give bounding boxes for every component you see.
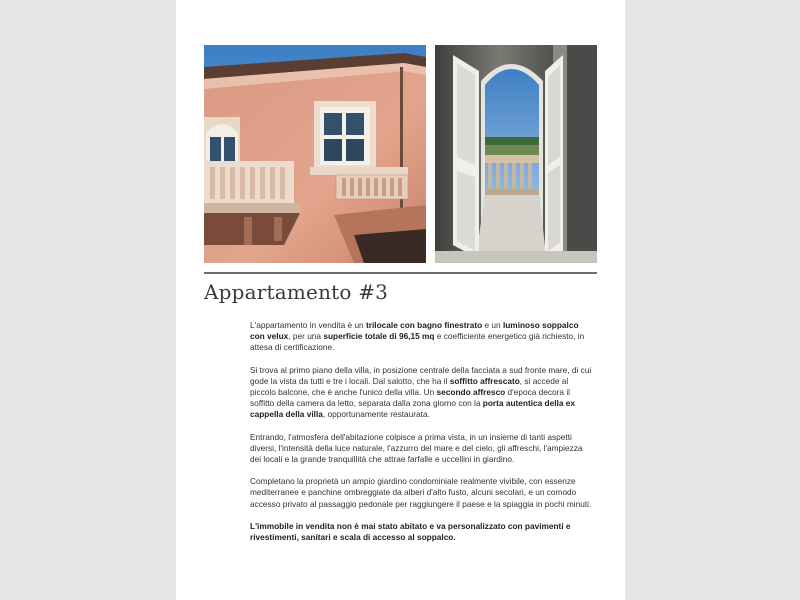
text-run: Si trova al primo piano della villa, in posizione centrale della facciata a sud fronte mare, di cui gode la vista da tutti e tre i locali. Dal salotto, che ha il	[250, 364, 592, 386]
body-paragraph	[250, 432, 595, 466]
text-run: L'appartamento in vendita è un	[250, 320, 366, 330]
body-paragraph	[250, 365, 595, 421]
bold-text-run: porta autentica della ex cappella della villa	[250, 398, 575, 420]
doorway-sea-view-photo	[435, 45, 597, 263]
text-run: , opportunamente restaurata.	[322, 409, 430, 420]
text-run: , per una	[288, 331, 324, 342]
text-run: Entrando, l'atmosfera dell'abitazione colpisce a prima vista, in un insieme di tanti aspetti diversi, l'intensità della luce naturale, l'azzurro del mare e del cielo, gli affreschi, l'ampiezza dei locali e la grande tranquillità che attrae farfalle e uccellini in giardino.	[250, 431, 583, 465]
bold-text-run: superficie totale di 96,15 mq	[323, 331, 435, 342]
body-paragraph	[250, 521, 595, 543]
facade-balcony-photo	[204, 45, 426, 263]
bold-text-run: luminoso soppalco con velux	[250, 320, 579, 342]
text-run: e un	[482, 320, 503, 330]
document-page	[176, 0, 625, 600]
text-run: Completano la proprietà un ampio giardino condominiale realmente vivibile, con essenze mediterranee e panchine ombreggiate da alberi d'alto fusto, alcuni secolari, e un comodo accesso privato al passaggio pedonale per raggiungere il paese e la spiaggia in pochi minuti.	[250, 476, 592, 509]
page-title: Appartamento #3	[204, 280, 389, 304]
description-body	[250, 320, 595, 554]
text-run: , si accede al piccolo balcone, che è anche l'unico della villa. Un	[250, 375, 569, 398]
body-paragraph	[250, 476, 595, 510]
text-run: d'epoca decora il soffitto della camera da letto, separata dalla zona giorno con la	[250, 387, 571, 409]
body-paragraph	[250, 320, 595, 354]
bold-text-run: L'immobile in vendita non è mai stato abitato e va personalizzato con pavimenti e rivestimenti, sanitari e scala di accesso al soppalco.	[250, 520, 571, 543]
bold-text-run: secondo affresco	[436, 387, 506, 398]
bold-text-run: trilocale con bagno finestrato	[365, 320, 483, 330]
bold-text-run: soffitto affrescato	[449, 375, 520, 386]
text-run: e coefficiente energetico già richiesto, in attesa di certificazione.	[250, 331, 585, 353]
section-divider	[204, 272, 597, 274]
